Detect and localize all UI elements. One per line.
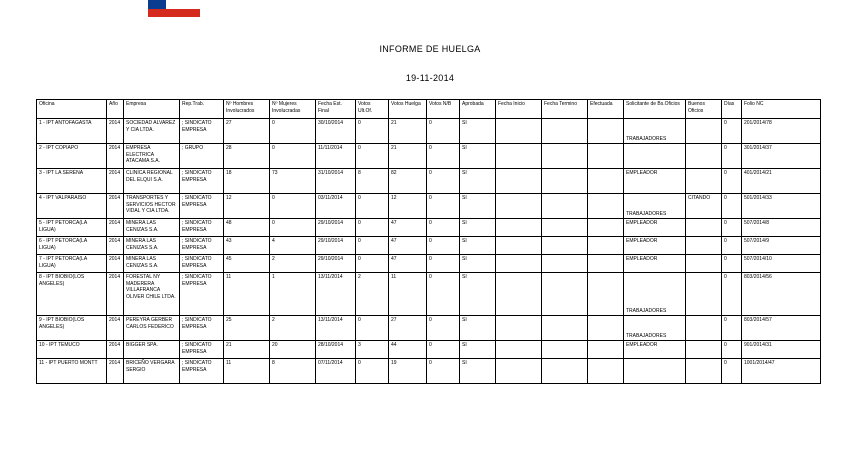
cell-aprobada: SI <box>460 273 496 316</box>
cell-empresa: CLINICA REGIONAL DEL ELQUI S.A. <box>124 169 180 194</box>
cell-buenos <box>686 119 722 144</box>
cell-votos-huelga: 11 <box>389 273 427 316</box>
cell-efectuada <box>588 194 624 219</box>
strike-report-table <box>36 99 821 384</box>
cell-votos-nb: 0 <box>427 144 460 169</box>
cell-hombres: 11 <box>224 359 270 384</box>
cell-votos-nb: 0 <box>427 219 460 237</box>
cell-anio: 2014 <box>107 359 124 384</box>
cell-solicitante: TRABAJADORES <box>624 316 686 341</box>
table-row <box>37 255 821 273</box>
column-header: Buenos Oficios <box>686 100 722 119</box>
cell-votos-huelga: 82 <box>389 169 427 194</box>
cell-anio: 2014 <box>107 316 124 341</box>
cell-hombres: 18 <box>224 169 270 194</box>
cell-anio: 2014 <box>107 237 124 255</box>
cell-votos-nb: 0 <box>427 316 460 341</box>
cell-solicitante: EMPLEADOR <box>624 341 686 359</box>
cell-oficina: 10 - IPT TEMUCO <box>37 341 107 359</box>
cell-buenos <box>686 144 722 169</box>
table-header-row <box>37 100 821 119</box>
cell-votos-ult: 8 <box>356 169 389 194</box>
cell-anio: 2014 <box>107 194 124 219</box>
cell-fecha-termino <box>542 359 588 384</box>
cell-aprobada: SI <box>460 316 496 341</box>
cell-votos-ult: 0 <box>356 119 389 144</box>
cell-anio: 2014 <box>107 119 124 144</box>
cell-votos-ult: 0 <box>356 219 389 237</box>
cell-rep: ; SINDICATO EMPRESA <box>180 119 224 144</box>
cell-hombres: 25 <box>224 316 270 341</box>
cell-rep: ; SINDICATO EMPRESA <box>180 359 224 384</box>
cell-mujeres: 4 <box>270 237 316 255</box>
cell-empresa: TRANSPORTES Y SERVICIOS HECTOR VIDAL Y CIA LTDA. <box>124 194 180 219</box>
cell-mujeres: 73 <box>270 169 316 194</box>
cell-efectuada <box>588 273 624 316</box>
cell-buenos <box>686 316 722 341</box>
cell-empresa: BIGGER SPA. <box>124 341 180 359</box>
column-header: Votos N/B <box>427 100 460 119</box>
cell-hombres: 28 <box>224 144 270 169</box>
cell-anio: 2014 <box>107 255 124 273</box>
cell-votos-huelga: 12 <box>389 194 427 219</box>
cell-dias: 0 <box>722 273 742 316</box>
column-header: Nº Hombres Involucrados <box>224 100 270 119</box>
cell-fecha-final: 13/11/2014 <box>316 273 356 316</box>
table-row <box>37 169 821 194</box>
cell-mujeres: 1 <box>270 273 316 316</box>
cell-oficina: 4 - IPT VALPARAISO <box>37 194 107 219</box>
cell-aprobada: SI <box>460 169 496 194</box>
cell-votos-ult: 0 <box>356 144 389 169</box>
table-row <box>37 194 821 219</box>
cell-folio: 507/2014/10 <box>742 255 821 273</box>
cell-fecha-final: 30/10/2014 <box>316 119 356 144</box>
cell-votos-nb: 0 <box>427 194 460 219</box>
cell-oficina: 7 - IPT PETORCA(LA LIGUA) <box>37 255 107 273</box>
cell-fecha-termino <box>542 341 588 359</box>
cell-votos-ult: 2 <box>356 273 389 316</box>
cell-aprobada: SI <box>460 119 496 144</box>
cell-fecha-final: 28/10/2014 <box>316 341 356 359</box>
column-header: Nº Mujeres Involucradas <box>270 100 316 119</box>
cell-dias: 0 <box>722 316 742 341</box>
column-header: Votos Huelga <box>389 100 427 119</box>
cell-oficina: 6 - IPT PETORCA(LA LIGUA) <box>37 237 107 255</box>
cell-fecha-final: 29/10/2014 <box>316 255 356 273</box>
cell-votos-nb: 0 <box>427 341 460 359</box>
cell-fecha-inicio <box>496 316 542 341</box>
cell-dias: 0 <box>722 219 742 237</box>
cell-folio: 501/2014/33 <box>742 194 821 219</box>
cell-votos-nb: 0 <box>427 119 460 144</box>
cell-empresa: MINERA LAS CENIZAS S.A. <box>124 237 180 255</box>
cell-fecha-final: 13/11/2014 <box>316 316 356 341</box>
cell-aprobada: SI <box>460 237 496 255</box>
cell-buenos <box>686 273 722 316</box>
cell-efectuada <box>588 316 624 341</box>
report-date: 19-11-2014 <box>405 73 455 83</box>
cell-fecha-inicio <box>496 359 542 384</box>
cell-votos-ult: 0 <box>356 359 389 384</box>
cell-folio: 301/2014/37 <box>742 144 821 169</box>
cell-hombres: 43 <box>224 237 270 255</box>
cell-aprobada: SI <box>460 219 496 237</box>
table-row <box>37 119 821 144</box>
cell-votos-huelga: 21 <box>389 144 427 169</box>
column-header: Folio NC <box>742 100 821 119</box>
cell-mujeres: 0 <box>270 144 316 169</box>
cell-fecha-termino <box>542 119 588 144</box>
cell-folio: 1001/2014/47 <box>742 359 821 384</box>
cell-mujeres: 8 <box>270 359 316 384</box>
cell-votos-huelga: 44 <box>389 341 427 359</box>
cell-fecha-inicio <box>496 194 542 219</box>
cell-hombres: 48 <box>224 219 270 237</box>
cell-aprobada: SI <box>460 194 496 219</box>
cell-efectuada <box>588 144 624 169</box>
cell-solicitante: EMPLEADOR <box>624 255 686 273</box>
cell-hombres: 12 <box>224 194 270 219</box>
cell-aprobada: SI <box>460 144 496 169</box>
cell-empresa: SOCIEDAD ALVAREZ Y CIA LTDA. <box>124 119 180 144</box>
column-header: Solicitante de Bs.Oficios <box>624 100 686 119</box>
cell-solicitante: EMPLEADOR <box>624 219 686 237</box>
cell-fecha-inicio <box>496 341 542 359</box>
cell-fecha-final: 11/11/2014 <box>316 144 356 169</box>
table-row <box>37 273 821 316</box>
cell-dias: 0 <box>722 194 742 219</box>
cell-rep: ; SINDICATO EMPRESA <box>180 273 224 316</box>
table-row <box>37 144 821 169</box>
cell-folio: 201/2014/78 <box>742 119 821 144</box>
cell-oficina: 5 - IPT PETORCA(LA LIGUA) <box>37 219 107 237</box>
cell-rep: ; SINDICATO EMPRESA <box>180 219 224 237</box>
cell-empresa: PEREYRA GERBER CARLOS FEDERICO <box>124 316 180 341</box>
cell-fecha-final: 07/11/2014 <box>316 359 356 384</box>
cell-fecha-termino <box>542 194 588 219</box>
cell-votos-ult: 3 <box>356 341 389 359</box>
cell-fecha-termino <box>542 169 588 194</box>
cell-fecha-inicio <box>496 255 542 273</box>
cell-solicitante: EMPLEADOR <box>624 237 686 255</box>
cell-rep: ; SINDICATO EMPRESA <box>180 255 224 273</box>
cell-efectuada <box>588 219 624 237</box>
column-header: Rep.Trab. <box>180 100 224 119</box>
cell-oficina: 2 - IPT COPIAPO <box>37 144 107 169</box>
cell-folio: 507/2014/9 <box>742 237 821 255</box>
cell-dias: 0 <box>722 237 742 255</box>
cell-votos-huelga: 21 <box>389 119 427 144</box>
cell-oficina: 1 - IPT ANTOFAGASTA <box>37 119 107 144</box>
cell-mujeres: 0 <box>270 219 316 237</box>
cell-votos-nb: 0 <box>427 359 460 384</box>
cell-fecha-termino <box>542 237 588 255</box>
cell-dias: 0 <box>722 169 742 194</box>
cell-fecha-termino <box>542 273 588 316</box>
cell-oficina: 3 - IPT LA SERENA <box>37 169 107 194</box>
cell-empresa: FORESTAL NY MADERERA VILLAFRANCA OLIVER CHILE LTDA. <box>124 273 180 316</box>
column-header: Efectuada <box>588 100 624 119</box>
column-header: Días <box>722 100 742 119</box>
table-row <box>37 341 821 359</box>
column-header: Oficina <box>37 100 107 119</box>
cell-fecha-termino <box>542 144 588 169</box>
cell-solicitante: EMPLEADOR <box>624 169 686 194</box>
cell-buenos <box>686 359 722 384</box>
table-row <box>37 237 821 255</box>
cell-oficina: 9 - IPT BIOBIO(LOS ANGELES) <box>37 316 107 341</box>
cell-votos-nb: 0 <box>427 237 460 255</box>
cell-solicitante: TRABAJADORES <box>624 194 686 219</box>
cell-votos-nb: 0 <box>427 273 460 316</box>
cell-dias: 0 <box>722 341 742 359</box>
cell-rep: ; SINDICATO EMPRESA <box>180 316 224 341</box>
logo-blue-block <box>148 0 166 9</box>
cell-efectuada <box>588 119 624 144</box>
cell-fecha-inicio <box>496 144 542 169</box>
cell-dias: 0 <box>722 255 742 273</box>
cell-empresa: EMPRESA ELECTRICA ATACAMA S.A. <box>124 144 180 169</box>
cell-mujeres: 2 <box>270 316 316 341</box>
cell-buenos <box>686 237 722 255</box>
cell-empresa: MINERA LAS CENIZAS S.A. <box>124 255 180 273</box>
cell-hombres: 21 <box>224 341 270 359</box>
cell-solicitante: TRABAJADORES <box>624 273 686 316</box>
cell-rep: ; SINDICATO EMPRESA <box>180 341 224 359</box>
cell-votos-ult: 0 <box>356 194 389 219</box>
column-header: Fecha Est. Final <box>316 100 356 119</box>
cell-votos-huelga: 47 <box>389 219 427 237</box>
cell-anio: 2014 <box>107 341 124 359</box>
cell-fecha-final: 29/10/2014 <box>316 237 356 255</box>
cell-fecha-final: 03/11/2014 <box>316 194 356 219</box>
cell-fecha-termino <box>542 316 588 341</box>
table-row <box>37 316 821 341</box>
table-body <box>37 119 821 384</box>
cell-dias: 0 <box>722 119 742 144</box>
cell-buenos: CITANDO <box>686 194 722 219</box>
cell-hombres: 27 <box>224 119 270 144</box>
cell-efectuada <box>588 169 624 194</box>
cell-hombres: 45 <box>224 255 270 273</box>
cell-mujeres: 0 <box>270 194 316 219</box>
report-title: INFORME DE HUELGA <box>379 44 481 54</box>
cell-oficina: 11 - IPT PUERTO MONTT <box>37 359 107 384</box>
cell-buenos <box>686 169 722 194</box>
cell-anio: 2014 <box>107 219 124 237</box>
cell-efectuada <box>588 341 624 359</box>
cell-fecha-inicio <box>496 169 542 194</box>
column-header: Fecha Termino <box>542 100 588 119</box>
cell-solicitante <box>624 359 686 384</box>
cell-votos-huelga: 47 <box>389 255 427 273</box>
cell-buenos <box>686 341 722 359</box>
cell-mujeres: 20 <box>270 341 316 359</box>
cell-fecha-final: 31/10/2014 <box>316 169 356 194</box>
cell-anio: 2014 <box>107 144 124 169</box>
cell-mujeres: 0 <box>270 119 316 144</box>
cell-efectuada <box>588 359 624 384</box>
cell-votos-ult: 0 <box>356 237 389 255</box>
cell-rep: ; SINDICATO EMPRESA <box>180 169 224 194</box>
cell-anio: 2014 <box>107 273 124 316</box>
cell-empresa: MINERA LAS CENIZAS S.A. <box>124 219 180 237</box>
gobierno-logo <box>148 0 200 24</box>
cell-fecha-inicio <box>496 119 542 144</box>
column-header: Aprobada <box>460 100 496 119</box>
cell-fecha-inicio <box>496 237 542 255</box>
cell-efectuada <box>588 255 624 273</box>
cell-folio: 401/2014/21 <box>742 169 821 194</box>
cell-votos-ult: 0 <box>356 316 389 341</box>
logo-text: Gobierno de Chile <box>152 19 187 24</box>
cell-aprobada: SI <box>460 255 496 273</box>
cell-hombres: 11 <box>224 273 270 316</box>
cell-folio: 803/2014/57 <box>742 316 821 341</box>
table-row <box>37 219 821 237</box>
cell-dias: 0 <box>722 144 742 169</box>
cell-anio: 2014 <box>107 169 124 194</box>
cell-folio: 803/2014/56 <box>742 273 821 316</box>
cell-votos-nb: 0 <box>427 169 460 194</box>
cell-dias: 0 <box>722 359 742 384</box>
cell-rep: ; GRUPO <box>180 144 224 169</box>
cell-mujeres: 2 <box>270 255 316 273</box>
cell-votos-huelga: 27 <box>389 316 427 341</box>
column-header: Empresa <box>124 100 180 119</box>
cell-rep: ; SINDICATO EMPRESA <box>180 237 224 255</box>
table-row <box>37 359 821 384</box>
logo-red-band <box>148 9 200 24</box>
cell-fecha-inicio <box>496 273 542 316</box>
cell-votos-huelga: 19 <box>389 359 427 384</box>
cell-fecha-final: 29/10/2014 <box>316 219 356 237</box>
cell-oficina: 8 - IPT BIOBIO(LOS ANGELES) <box>37 273 107 316</box>
cell-aprobada: SI <box>460 341 496 359</box>
column-header: Año <box>107 100 124 119</box>
cell-empresa: BRICEÑO VERGARA SERGIO <box>124 359 180 384</box>
column-header: Votos Ult.Of. <box>356 100 389 119</box>
cell-folio: 507/2014/8 <box>742 219 821 237</box>
cell-solicitante <box>624 144 686 169</box>
cell-buenos <box>686 219 722 237</box>
cell-fecha-termino <box>542 219 588 237</box>
cell-votos-nb: 0 <box>427 255 460 273</box>
cell-solicitante: TRABAJADORES <box>624 119 686 144</box>
cell-fecha-termino <box>542 255 588 273</box>
cell-folio: 901/2014/31 <box>742 341 821 359</box>
cell-efectuada <box>588 237 624 255</box>
cell-fecha-inicio <box>496 219 542 237</box>
column-header: Fecha Inicio <box>496 100 542 119</box>
cell-buenos <box>686 255 722 273</box>
cell-votos-huelga: 47 <box>389 237 427 255</box>
cell-aprobada: SI <box>460 359 496 384</box>
cell-votos-ult: 0 <box>356 255 389 273</box>
cell-rep: ; SINDICATO EMPRESA <box>180 194 224 219</box>
